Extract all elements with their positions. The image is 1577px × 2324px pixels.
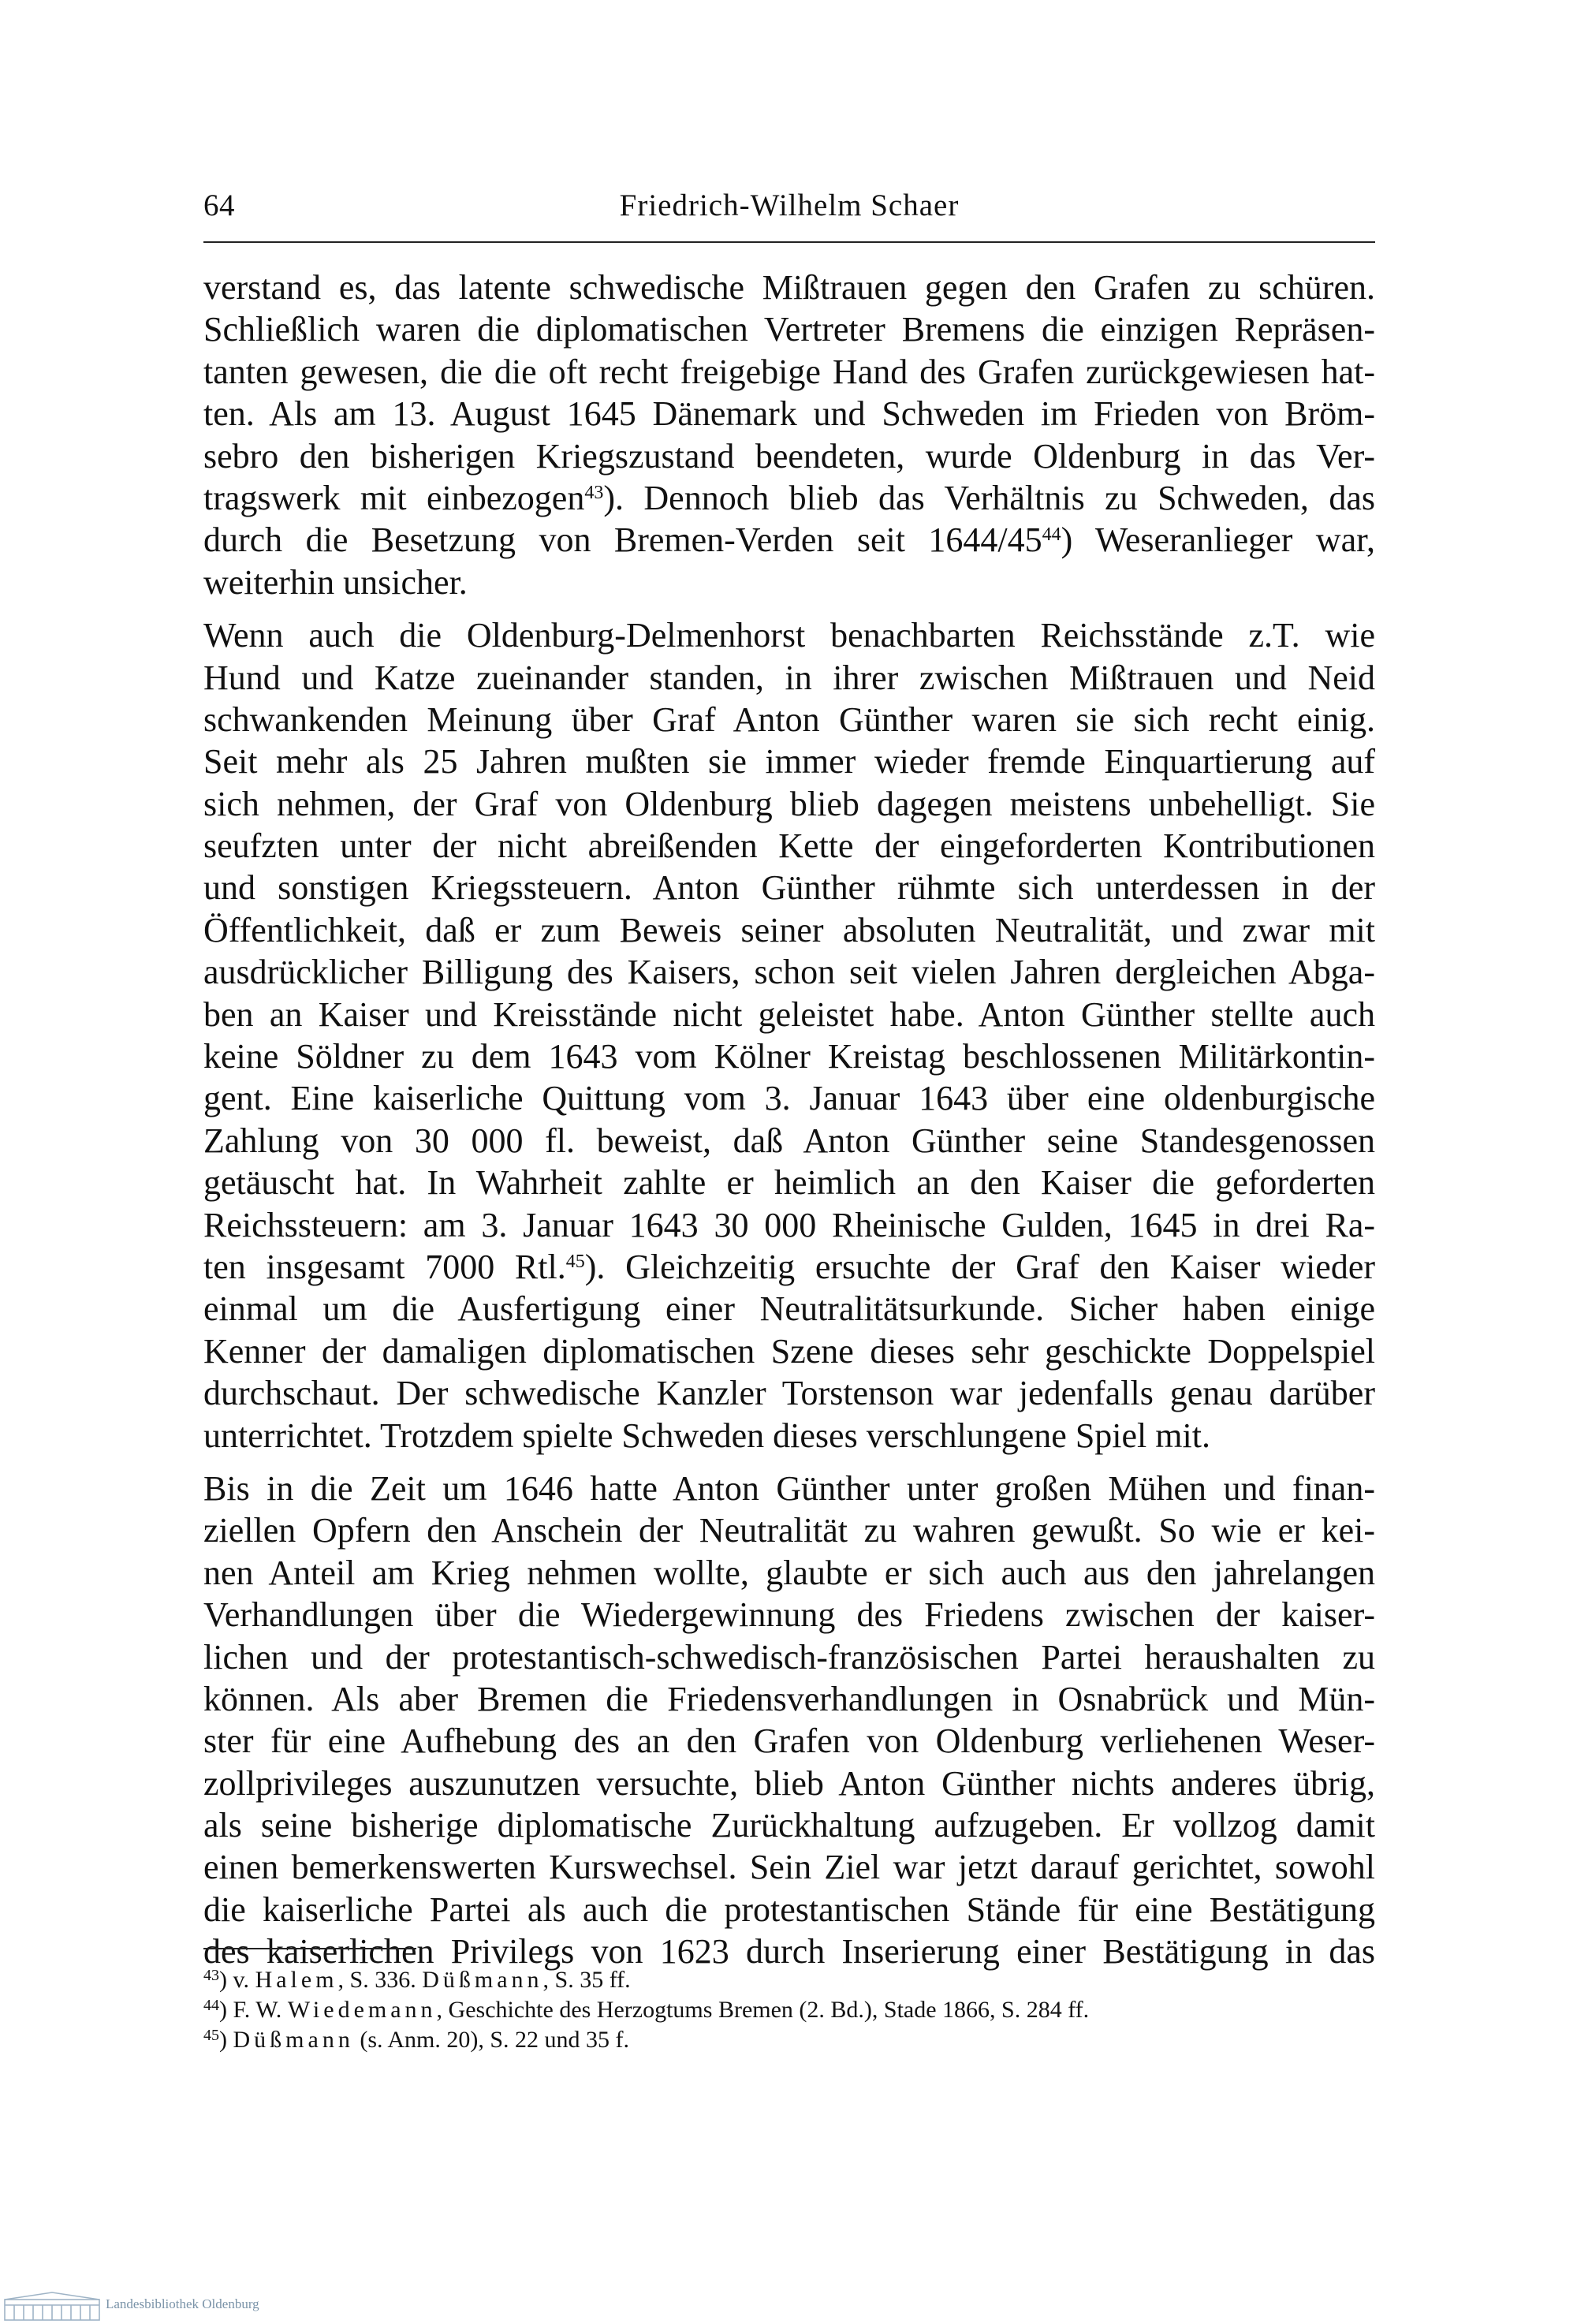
- page-number: 64: [203, 188, 235, 222]
- footnote-reference[interactable]: 45: [565, 1251, 585, 1272]
- paragraph-3: [203, 1468, 1375, 1973]
- author-name: Düßmann: [422, 1967, 543, 1993]
- text-line: tragswerk mit einbezogen$^{43}$). Dennoch blieb das Verhältnis zu Schweden, das: [203, 478, 1375, 517]
- paragraph-1: [203, 267, 1375, 603]
- paragraph-2: [203, 614, 1375, 1457]
- footnote-mark: 45: [203, 2027, 219, 2044]
- text-line: keine Söldner zu dem 1643 vom Kölner Kreistag beschlossenen Militärkontin-: [203, 1037, 1375, 1076]
- footnote: $^{45}$) Düßmann (s. Anm. 20), S. 22 und 35 f.: [203, 2027, 630, 2053]
- text-line: unterrichtet. Trotzdem spielte Schweden dieses verschlungene Spiel mit.: [203, 1416, 1210, 1455]
- text-line: gent. Eine kaiserliche Quittung vom 3. Januar 1643 über eine oldenburgische: [203, 1079, 1375, 1118]
- text-line: verstand es, das latente schwedische Mißtrauen gegen den Grafen zu schüren.: [203, 268, 1375, 307]
- text-line: getäuscht hat. In Wahrheit zahlte er heimlich an den Kaiser die geforderten: [203, 1163, 1375, 1203]
- text-line: Bis in die Zeit um 1646 hatte Anton Günther unter großen Mühen und finan-: [203, 1468, 1375, 1508]
- text-line: sebro den bisherigen Kriegszustand beendeten, wurde Oldenburg in das Ver-: [203, 436, 1375, 476]
- footnote-text: F. W.: [227, 1997, 288, 2023]
- page-header: [203, 188, 1375, 235]
- text-line: Seit mehr als 25 Jahren mußten sie immer wieder fremde Einquartierung auf: [203, 742, 1375, 782]
- text-line: ster für eine Aufhebung des an den Grafen von Oldenburg verliehenen Weser-: [203, 1722, 1375, 1761]
- library-name: Landesbibliothek Oldenburg: [106, 2296, 259, 2311]
- library-building-icon: [3, 2292, 101, 2322]
- footnote-divider: [203, 1948, 416, 1949]
- footnote-text: , S. 336.: [337, 1967, 423, 1993]
- footnote: $^{43}$) v. Halem, S. 336. Düßmann, S. 35 ff.: [203, 1967, 631, 1993]
- footnote-mark: 43: [203, 1967, 219, 1984]
- text-line: zollprivileges auszunutzen versuchte, blieb Anton Günther nichts anderes übrig,: [203, 1763, 1375, 1803]
- text-line: und sonstigen Kriegssteuern. Anton Günther rühmte sich unterdessen in der: [203, 868, 1375, 908]
- text-line: einmal um die Ausfertigung einer Neutralitätsurkunde. Sicher haben einige: [203, 1289, 1375, 1329]
- footnotes: [203, 1965, 1375, 2055]
- text-line: die kaiserliche Partei als auch die protestantischen Stände für eine Bestätigung: [203, 1889, 1375, 1929]
- text-line: Wenn auch die Oldenburg-Delmenhorst benachbarten Reichsstände z.T. wie: [203, 616, 1375, 655]
- text-line: Öffentlichkeit, daß er zum Beweis seiner absoluten Neutralität, und zwar mit: [203, 910, 1375, 949]
- footnote-reference[interactable]: 43: [584, 482, 604, 503]
- text-line: ten. Als am 13. August 1645 Dänemark und Schweden im Frieden von Bröm-: [203, 394, 1375, 434]
- text-line: ten insgesamt 7000 Rtl.$^{45}$). Gleichzeitig ersuchte der Graf den Kaiser wieder: [203, 1247, 1375, 1286]
- author-name: Wiedemann: [287, 1997, 437, 2023]
- text-line: Zahlung von 30 000 fl. beweist, daß Anton Günther seine Standesgenossen: [203, 1121, 1375, 1160]
- text-line: Kenner der damaligen diplomatischen Szene dieses sehr geschickte Doppelspiel: [203, 1331, 1375, 1371]
- text-line: tanten gewesen, die die oft recht freigebige Hand des Grafen zurückgewiesen hat-: [203, 352, 1375, 391]
- text-line: durch die Besetzung von Bremen-Verden seit 1644/45$^{44}$) Weseranlieger war,: [203, 520, 1375, 560]
- text-line: weiterhin unsicher.: [203, 562, 468, 602]
- text-line: einen bemerkenswerten Kurswechsel. Sein Ziel war jetzt darauf gerichtet, sowohl: [203, 1848, 1375, 1887]
- text-line: Reichssteuern: am 3. Januar 1643 30 000 Rheinische Gulden, 1645 in drei Ra-: [203, 1205, 1375, 1244]
- text-line: Hund und Katze zueinander standen, in ihrer zwischen Mißtrauen und Neid: [203, 658, 1375, 697]
- running-title: Friedrich-Wilhelm Schaer: [619, 188, 960, 222]
- header-divider: [203, 241, 1375, 243]
- text-line: seufzten unter der nicht abreißenden Kette der eingeforderten Kontributionen: [203, 826, 1375, 866]
- text-line: sich nehmen, der Graf von Oldenburg blieb dagegen meistens unbehelligt. Sie: [203, 784, 1375, 823]
- text-line: ziellen Opfern den Anschein der Neutralität zu wahren gewußt. So wie er kei-: [203, 1511, 1375, 1550]
- body-text: [203, 267, 1375, 1973]
- text-line: ben an Kaiser und Kreisstände nicht geleistet habe. Anton Günther stellte auch: [203, 994, 1375, 1034]
- footnote-text: , Geschichte des Herzogtums Bremen (2. Bd.), Stade 1866, S. 284 ff.: [436, 1997, 1090, 2023]
- text-line: können. Als aber Bremen die Friedensverhandlungen in Osnabrück und Mün-: [203, 1679, 1375, 1718]
- text-line: ausdrücklicher Billigung des Kaisers, schon seit vielen Jahren dergleichen Abga-: [203, 953, 1375, 992]
- text-line: Schließlich waren die diplomatischen Vertreter Bremens die einzigen Repräsen-: [203, 310, 1375, 349]
- author-name: Düßmann: [233, 2027, 354, 2053]
- text-line: als seine bisherige diplomatische Zurückhaltung aufzugeben. Er vollzog damit: [203, 1806, 1375, 1845]
- footnote: $^{44}$) F. W. Wiedemann, Geschichte des Herzogtums Bremen (2. Bd.), Stade 1866, S. 284 ff.: [203, 1997, 1090, 2023]
- text-line: des kaiserlichen Privilegs von 1623 durch Inserierung einer Bestätigung in das: [203, 1932, 1375, 1971]
- text-line: Verhandlungen über die Wiedergewinnung des Friedens zwischen der kaiser-: [203, 1595, 1375, 1635]
- footnote-reference[interactable]: 44: [1042, 524, 1061, 546]
- footnote-text: , S. 35 ff.: [542, 1967, 631, 1993]
- footnote-text: v.: [227, 1967, 255, 1993]
- text-line: lichen und der protestantisch-schwedisch-französischen Partei heraushalten zu: [203, 1637, 1375, 1677]
- footnote-text: (s. Anm. 20), S. 22 und 35 f.: [353, 2027, 630, 2053]
- author-name: Halem: [255, 1967, 338, 1993]
- text-line: schwankenden Meinung über Graf Anton Günther waren sie sich recht einig.: [203, 699, 1375, 739]
- footnote-mark: 44: [203, 1997, 219, 2014]
- text-line: durchschaut. Der schwedische Kanzler Torstenson war jedenfalls genau darüber: [203, 1374, 1375, 1413]
- footnote-text: [227, 2027, 233, 2053]
- text-line: nen Anteil am Krieg nehmen wollte, glaubte er sich auch aus den jahrelangen: [203, 1553, 1375, 1592]
